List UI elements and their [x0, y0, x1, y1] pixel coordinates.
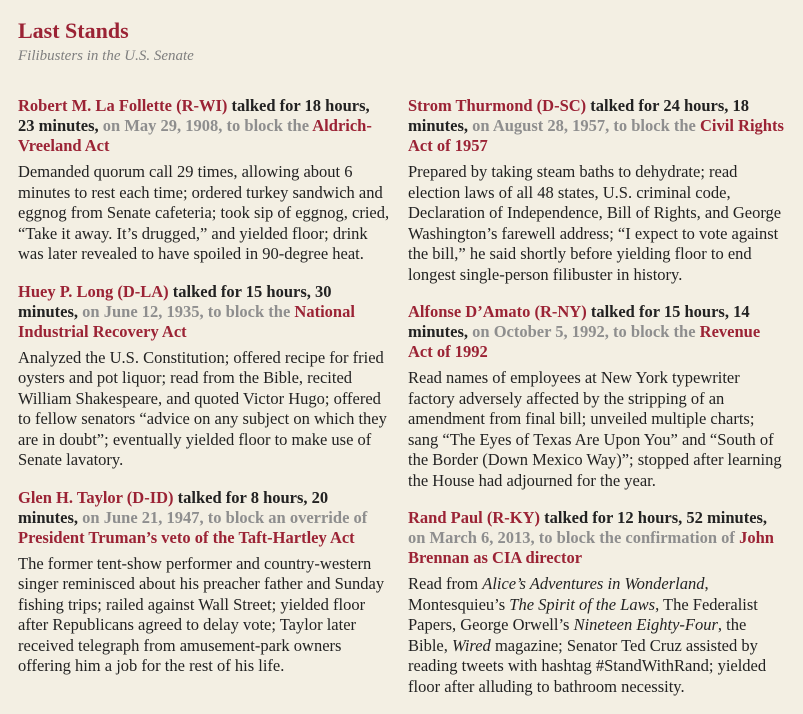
entry-heading: [408, 96, 788, 156]
entry-heading: [408, 508, 788, 568]
desc-text: Read from: [408, 574, 483, 593]
page-subtitle: Filibusters in the U.S. Senate: [18, 48, 194, 64]
duration-text: talked for 15 hours, 30 minutes,: [18, 281, 332, 321]
bill-name: Aldrich-Vreeland Act: [18, 116, 372, 155]
bill-name: Civil Rights Act of 1957: [408, 116, 784, 155]
magazine-title: Wired: [452, 635, 491, 655]
entry-description: Analyzed the U.S. Constitution; offered recipe for fried oysters and pot liquor; read from the Bible, recited William Shakespeare, and quoted Victor Hugo; offered to fellow senators “advice on any subject on which they are in doubt”; eventually yielded floor to make use of Senate lavatory.: [18, 347, 387, 469]
date-text: on October 5, 1992, to block the: [468, 322, 700, 341]
entry-description: Prepared by taking steam baths to dehydrate; read election laws of all 48 states, U.S. criminal code, Declaration of Independence, Bill of Rights, and George Washington’s farewell address; “I expect to vote against the bill,” he said shortly before yielding floor to end longest single-person filibuster in history.: [408, 162, 782, 284]
date-text: on June 21, 1947, to block an override of: [78, 507, 368, 527]
bill-name: President Truman’s veto of the Taft-Hartley Act: [18, 527, 355, 547]
senator-name: Alfonse D’Amato (R-NY): [408, 302, 587, 321]
senator-name: Huey P. Long (D-LA): [18, 281, 169, 301]
senator-name: Robert M. La Follette (R-WI): [18, 96, 228, 115]
entry-long: [18, 282, 390, 471]
senator-name: Glen H. Taylor (D-ID): [18, 487, 174, 507]
book-title: The Spirit of the Laws: [509, 594, 656, 614]
desc-text: , the Bible,: [408, 615, 747, 655]
entry-heading: [18, 488, 390, 548]
page-title: Last Stands: [18, 18, 129, 43]
desc-text: magazine; Senator Ted Cruz assisted by reading tweets with hashtag #StandWithRand; yielded floor after alluding to bathroom necessity.: [408, 635, 767, 696]
senator-name: Strom Thurmond (D-SC): [408, 96, 587, 115]
duration-text: talked for 8 hours, 20 minutes,: [18, 487, 329, 527]
date-text: on May 29, 1908, to block the: [98, 116, 313, 135]
entry-heading: [18, 96, 390, 156]
senator-name: Rand Paul (R-KY): [408, 508, 541, 527]
entry-la-follette: [18, 96, 390, 265]
bill-name: John Brennan as CIA director: [408, 528, 774, 567]
book-title: Alice’s Adventures in Wonderland: [482, 574, 705, 593]
desc-text: , The Federalist Papers, George Orwell’s: [408, 594, 758, 634]
date-text: on March 6, 2013, to block the confirmation of: [408, 528, 740, 547]
date-text: on June 12, 1935, to block the: [78, 301, 295, 321]
entry-paul: [408, 508, 788, 697]
entry-heading: [408, 302, 788, 362]
entry-heading: [18, 282, 390, 342]
bill-name: Revenue Act of 1992: [408, 322, 761, 361]
entry-description: The former tent-show performer and country-western singer reminisced about his preacher father and Sunday fishing trips; railed against Wall Street; yielded floor after Republicans agreed to delay vote; Taylor later received telegraph from amusement-park owners offering him a job for the rest of his life.: [18, 553, 385, 675]
duration-text: talked for 18 hours, 23 minutes,: [18, 96, 370, 135]
entry-taylor: [18, 488, 390, 677]
duration-text: talked for 24 hours, 18 minutes,: [408, 96, 750, 135]
left-column: [18, 96, 390, 714]
entry-description: [408, 574, 788, 697]
entry-thurmond: [408, 96, 788, 285]
entry-description: Demanded quorum call 29 times, allowing about 6 minutes to rest each time; ordered turkey sandwich and eggnog from Senate cafeteria; took sip of eggnog, cried, “Take it away. It’s drugged,” and yielded floor; drink was later revealed to have spoiled in 90-degree heat.: [18, 162, 390, 263]
right-column: [408, 96, 788, 714]
duration-text: talked for 15 hours, 14 minutes,: [408, 302, 750, 341]
date-text: on August 28, 1957, to block the: [468, 116, 700, 135]
bill-name: National Industrial Recovery Act: [18, 301, 355, 341]
duration-text: talked for 12 hours, 52 minutes,: [540, 508, 768, 527]
book-title: Nineteen Eighty-Four: [573, 615, 718, 634]
entries-columns: [18, 96, 788, 714]
desc-text: , Montesquieu’s: [408, 574, 709, 614]
entry-damato: [408, 302, 788, 491]
entry-description: Read names of employees at New York typewriter factory adversely affected by the stripping of an amendment from final bill; unveiled multiple charts; sang “The Eyes of Texas Are Upon You” and “South of the Border (Down Mexico Way)”; stopped after learning the House had adjourned for the year.: [408, 368, 782, 490]
